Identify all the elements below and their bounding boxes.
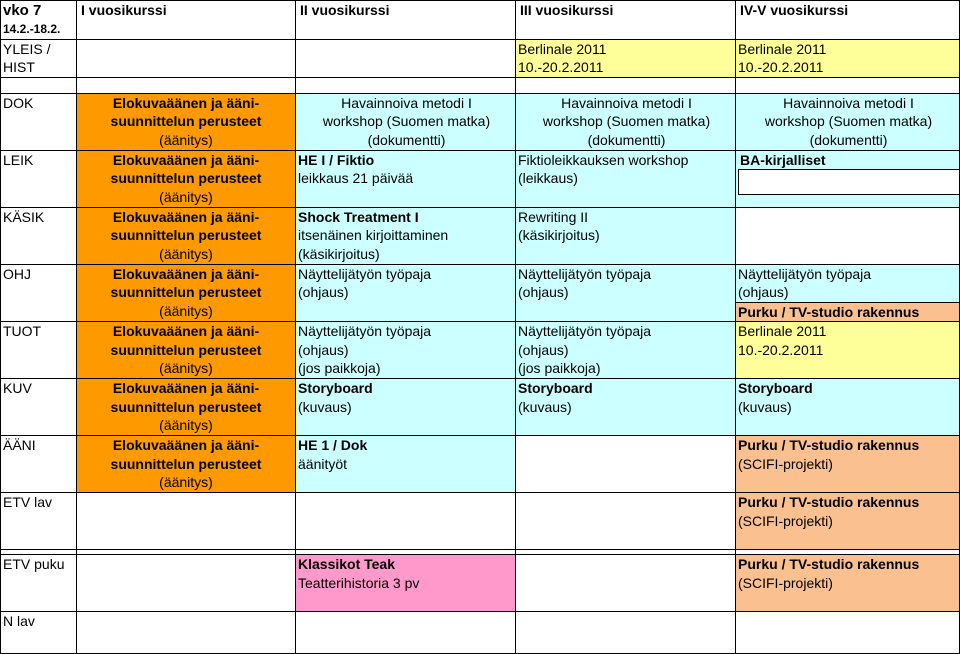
row-label-kasik: KÄSIK (1, 207, 77, 264)
row-label-aani: ÄÄNI (1, 436, 77, 493)
kuv-c2-line2: (kuvaus) (298, 398, 352, 415)
aani-c2-line1: HE 1 / Dok (298, 437, 368, 453)
c1-line1: Elokuvaäänen ja ääni- (112, 151, 260, 168)
leik-c2-line2: leikkaus 21 päivää (298, 170, 414, 186)
ohj-c2-line2: (ohjaus) (298, 284, 349, 300)
c1-line1: Elokuvaäänen ja ääni- (112, 265, 260, 282)
ohj-c4-line2: (ohjaus) (738, 284, 789, 300)
row-label-yleis (1, 39, 77, 77)
etvpuku-c4-line1: Purku / TV-studio rakennus (738, 556, 920, 572)
dok-c3-line2: workshop (Suomen matka) (542, 113, 711, 129)
row-label-dok: DOK (1, 93, 77, 150)
c1-line2: suunnittelun perusteet (110, 113, 262, 129)
col-header-3: III vuosikurssi (516, 1, 736, 40)
c1-line1: Elokuvaäänen ja ääni- (112, 94, 260, 111)
yleis-c1 (77, 39, 296, 77)
tuot-c4-line1: Berlinale 2011 (738, 323, 827, 339)
etvpuku-c1 (77, 555, 296, 612)
c1-line1: Elokuvaäänen ja ääni- (112, 380, 260, 396)
leik-c2 (296, 150, 516, 207)
ohj-c3 (516, 264, 736, 322)
kuv-c1 (77, 379, 296, 436)
kuv-c4-line1: Storyboard (738, 380, 813, 396)
ohj-c3-line1: Näyttelijätyön työpaja (518, 265, 652, 282)
dok-c2 (296, 93, 516, 150)
yleis-c4-line2: 10.-20.2.2011 (738, 59, 824, 75)
week-cell (1, 1, 77, 40)
c1-line2: suunnittelun perusteet (110, 170, 262, 186)
yleis-c4 (736, 39, 960, 77)
tuot-c1 (77, 322, 296, 379)
dok-c3 (516, 93, 736, 150)
row-label-etvpuku: ETV puku (1, 555, 77, 612)
c1-line2: suunnittelun perusteet (110, 284, 262, 300)
kuv-c3-line2: (kuvaus) (518, 398, 572, 415)
tuot-c3-line3: (jos paikkoja) (518, 360, 601, 376)
dok-c1 (77, 93, 296, 150)
leik-c3 (516, 150, 736, 207)
dok-c3-line3: (dokumentti) (587, 131, 666, 148)
ohj-c2 (296, 264, 516, 322)
aani-c1 (77, 436, 296, 493)
aani-c4-line1: Purku / TV-studio rakennus (738, 437, 920, 453)
kasik-c1 (77, 207, 296, 264)
dok-c4 (736, 93, 960, 150)
dok-c3-line1: Havainnoiva metodi I (561, 94, 692, 111)
etvpuku-c2 (296, 555, 516, 612)
c1-line1: Elokuvaäänen ja ääni- (112, 437, 260, 453)
c1-line2: suunnittelun perusteet (110, 455, 262, 472)
etvlav-c4-line1: Purku / TV-studio rakennus (738, 494, 920, 510)
dok-c2-line3: (dokumentti) (367, 131, 446, 148)
aani-c3 (516, 436, 736, 493)
leik-c4-line1: BA-kirjalliset (740, 151, 826, 168)
leik-c2-line1: HE I / Fiktio (298, 151, 375, 168)
etvpuku-c3 (516, 555, 736, 612)
yleis-c3-line2: 10.-20.2.2011 (518, 59, 604, 75)
row-aani (1, 436, 960, 493)
etvlav-c1 (77, 493, 296, 550)
nlav-c1 (77, 612, 296, 654)
dok-c4-line2: workshop (Suomen matka) (764, 113, 933, 129)
c1-line3: (äänitys) (159, 417, 213, 433)
ohj-c4-line1: Näyttelijätyön työpaja (738, 265, 872, 282)
row-yleis (1, 39, 960, 77)
c1-line3: (äänitys) (159, 474, 213, 490)
aani-c2 (296, 436, 516, 493)
kuv-c3-line1: Storyboard (518, 380, 593, 396)
c1-line2: suunnittelun perusteet (110, 227, 262, 243)
tuot-c3-line2: (ohjaus) (518, 341, 569, 358)
aani-c4 (736, 436, 960, 493)
c1-line1: Elokuvaäänen ja ääni- (112, 323, 260, 339)
row-ohj (1, 264, 960, 322)
c1-line3: (äänitys) (159, 131, 213, 148)
row-etvpuku (1, 555, 960, 612)
week-dates: 14.2.-18.2. (3, 22, 61, 36)
row-label-ohj: OHJ (1, 264, 77, 322)
kasik-c4 (736, 207, 960, 264)
nlav-c2 (296, 612, 516, 654)
row-etvlav (1, 493, 960, 550)
week-label: vko 7 (3, 2, 42, 19)
spacer-cell-0 (1, 77, 77, 93)
row-label-tuot: TUOT (1, 322, 77, 379)
tuot-c2-line3: (jos paikkoja) (298, 360, 381, 376)
kasik-c2 (296, 207, 516, 264)
yleis-c2 (296, 39, 516, 77)
row-label-yleis-2: HIST (3, 59, 35, 75)
leik-c1 (77, 150, 296, 207)
aani-c2-line2: äänityöt (298, 455, 348, 472)
c1-line3: (äänitys) (159, 302, 213, 319)
col-header-4: IV-V vuosikurssi (736, 1, 960, 40)
tuot-c3-line1: Näyttelijätyön työpaja (518, 323, 652, 339)
row-label-nlav: N lav (1, 612, 77, 654)
spacer-cell-2 (296, 77, 516, 93)
row-label-yleis-1: YLEIS / (3, 40, 51, 57)
ohj-c2-line1: Näyttelijätyön työpaja (298, 265, 432, 282)
ohj-c3-line2: (ohjaus) (518, 284, 569, 300)
kuv-c4-line2: (kuvaus) (738, 398, 792, 415)
yleis-c4-line1: Berlinale 2011 (738, 40, 827, 57)
row-label-kuv: KUV (1, 379, 77, 436)
etvlav-c3 (516, 493, 736, 550)
kasik-c2-line2: itsenäinen kirjoittaminen (298, 227, 449, 243)
etvlav-c4-line2: (SCIFI-projekti) (738, 512, 833, 529)
etvpuku-c2-line2: Teatterihistoria 3 pv (298, 574, 420, 591)
leik-c3-line1: Fiktioleikkauksen workshop (518, 151, 689, 168)
c1-line3: (äänitys) (159, 188, 213, 205)
tuot-c4 (736, 322, 960, 379)
c1-line3: (äänitys) (159, 360, 213, 376)
c1-line1: Elokuvaäänen ja ääni- (112, 208, 260, 225)
tuot-c2-line2: (ohjaus) (298, 341, 349, 358)
nlav-c4 (736, 612, 960, 654)
row-dok (1, 93, 960, 150)
leik-c3-line2: (leikkaus) (518, 170, 578, 186)
row-label-leik: LEIK (1, 150, 77, 207)
ohj-c1 (77, 264, 296, 322)
tuot-c2-line1: Näyttelijätyön työpaja (298, 323, 432, 339)
row-nlav (1, 612, 960, 654)
yleis-c3 (516, 39, 736, 77)
kuv-c2-line1: Storyboard (298, 380, 373, 396)
kasik-c2-line3: (käsikirjoitus) (298, 245, 380, 262)
kuv-c2 (296, 379, 516, 436)
spacer-cell-4 (736, 77, 960, 93)
kuv-c4 (736, 379, 960, 436)
c1-line2: suunnittelun perusteet (110, 341, 262, 358)
header-row (1, 1, 960, 40)
row-leik (1, 150, 960, 207)
spacer-row (1, 77, 960, 93)
tuot-c4-line2: 10.-20.2.2011 (738, 341, 824, 358)
kuv-c3 (516, 379, 736, 436)
dok-c4-line1: Havainnoiva metodi I (783, 94, 914, 111)
ohj-c4-purku: Purku / TV-studio rakennus (736, 302, 959, 322)
row-label-etvlav: ETV lav (1, 493, 77, 550)
aani-c4-line2: (SCIFI-projekti) (738, 455, 833, 472)
dok-c2-line2: workshop (Suomen matka) (322, 113, 491, 129)
yleis-c3-line1: Berlinale 2011 (518, 40, 607, 57)
row-kasik (1, 207, 960, 264)
etvlav-c4 (736, 493, 960, 550)
kasik-c2-line1: Shock Treatment I (298, 208, 419, 225)
c1-line2: suunnittelun perusteet (110, 398, 262, 415)
spacer-cell-3 (516, 77, 736, 93)
col-header-2: II vuosikurssi (296, 1, 516, 40)
dok-c4-line3: (dokumentti) (809, 131, 888, 148)
kasik-c3-line2: (käsikirjoitus) (518, 227, 600, 243)
kasik-c3 (516, 207, 736, 264)
kasik-c3-line1: Rewriting II (518, 208, 589, 225)
leik-c4-white (738, 169, 959, 195)
etvpuku-c4-line2: (SCIFI-projekti) (738, 574, 833, 591)
tuot-c2 (296, 322, 516, 379)
etvpuku-c4 (736, 555, 960, 612)
ohj-c4 (736, 264, 960, 322)
c1-line3: (äänitys) (159, 245, 213, 262)
leik-c4 (736, 150, 960, 207)
etvpuku-c2-line1: Klassikot Teak (298, 556, 396, 572)
row-kuv (1, 379, 960, 436)
dok-c2-line1: Havainnoiva metodi I (341, 94, 472, 111)
row-tuot (1, 322, 960, 379)
nlav-c3 (516, 612, 736, 654)
spacer-cell-1 (77, 77, 296, 93)
col-header-1: I vuosikurssi (77, 1, 296, 40)
tuot-c3 (516, 322, 736, 379)
etvlav-c2 (296, 493, 516, 550)
